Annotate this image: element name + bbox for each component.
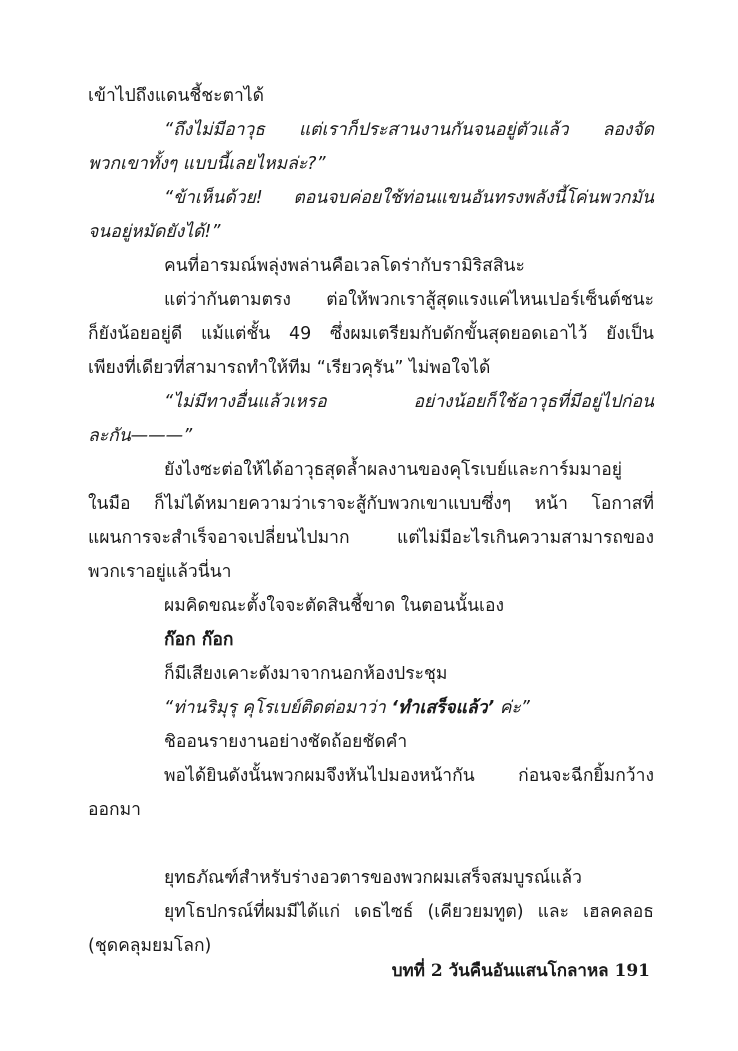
text-line: ออกมา — [88, 800, 141, 820]
text-line — [88, 691, 654, 725]
text-line — [88, 827, 654, 861]
emphasized-phrase: ‘ทำเสร็จแล้ว’ — [391, 698, 495, 718]
text-line: ยุทโธปกรณ์ที่ผมมีได้แก่ เดธไซธ์ (เคียวยมทูต) และ เฮลคลอธ — [164, 902, 654, 922]
text-span: “ท่านริมุรุ คุโรเบย์ติดต่อมาว่า — [164, 698, 392, 718]
text-line: ชิออนรายงานอย่างชัดถ้อยชัดคำ — [164, 732, 408, 752]
text-line: จนอยู่หมัดยังได้!” — [88, 222, 221, 242]
page-footer: บทที่ 2 วันคืนอันแสนโกลาหล 191 — [391, 961, 650, 981]
text-line: “ข้าเห็นด้วย! ตอนจบค่อยใช้ท่อนแขนอันทรงพลังนี้โค่นพวกมัน — [164, 188, 654, 208]
text-line: พวกเราอยู่แล้วนี่นา — [88, 562, 232, 582]
text-line: ละกัน———” — [88, 426, 193, 446]
text-line: พวกเขาทั้งๆ แบบนี้เลยไหมล่ะ?” — [88, 154, 326, 174]
text-line: ในมือ ก็ไม่ได้หมายความว่าเราจะสู้กับพวกเขาแบบซึ่งๆ หน้า โอกาสที่ — [88, 494, 654, 514]
text-line: แต่ว่ากันตามตรง ต่อให้พวกเราสู้สุดแรงแค่ไหนเปอร์เซ็นต์ชนะ — [164, 290, 654, 310]
text-line: ก็ยังน้อยอยู่ดี แม้แต่ชั้น 49 ซึ่งผมเตรียมกับดักขั้นสุดยอดเอาไว้ ยังเป็น — [88, 324, 654, 344]
text-line: ก็มีเสียงเคาะดังมาจากนอกห้องประชุม — [164, 664, 448, 684]
text-line: ยุทธภัณฑ์สำหรับร่างอวตารของพวกผมเสร็จสมบูรณ์แล้ว — [164, 868, 582, 888]
text-line: “ไม่มีทางอื่นแล้วเหรอ อย่างน้อยก็ใช้อาวุธที่มีอยู่ไปก่อน — [164, 392, 654, 412]
text-line: ยังไงซะต่อให้ได้อาวุธสุดล้ำผลงานของคุโรเบย์และการ์มมาอยู่ — [164, 460, 623, 480]
text-line: “ถึงไม่มีอาวุธ แต่เราก็ประสานงานกันจนอยู่ตัวแล้ว ลองจัด — [164, 120, 654, 140]
text-line: แผนการจะสำเร็จอาจเปลี่ยนไปมาก แต่ไม่มีอะไรเกินความสามารถของ — [88, 528, 654, 548]
text-line: ผมคิดขณะตั้งใจจะตัดสินชี้ขาด ในตอนนั้นเอง — [164, 596, 505, 616]
text-span: ค่ะ” — [494, 698, 530, 718]
text-line: ก๊อก ก๊อก — [164, 630, 234, 650]
text-line: (ชุดคลุมยมโลก) — [88, 936, 212, 956]
text-line: เพียงที่เดียวที่สามารถทำให้ทีม “เรียวคุรัน” ไม่พอใจได้ — [88, 358, 491, 378]
text-line: เข้าไปถึงแดนชี้ชะตาได้ — [88, 86, 264, 106]
text-line: พอได้ยินดังนั้นพวกผมจึงหันไปมองหน้ากัน ก่อนจะฉีกยิ้มกว้าง — [164, 766, 654, 786]
text-line: คนที่อารมณ์พลุ่งพล่านคือเวลโดร่ากับรามิริสสินะ — [164, 256, 525, 276]
